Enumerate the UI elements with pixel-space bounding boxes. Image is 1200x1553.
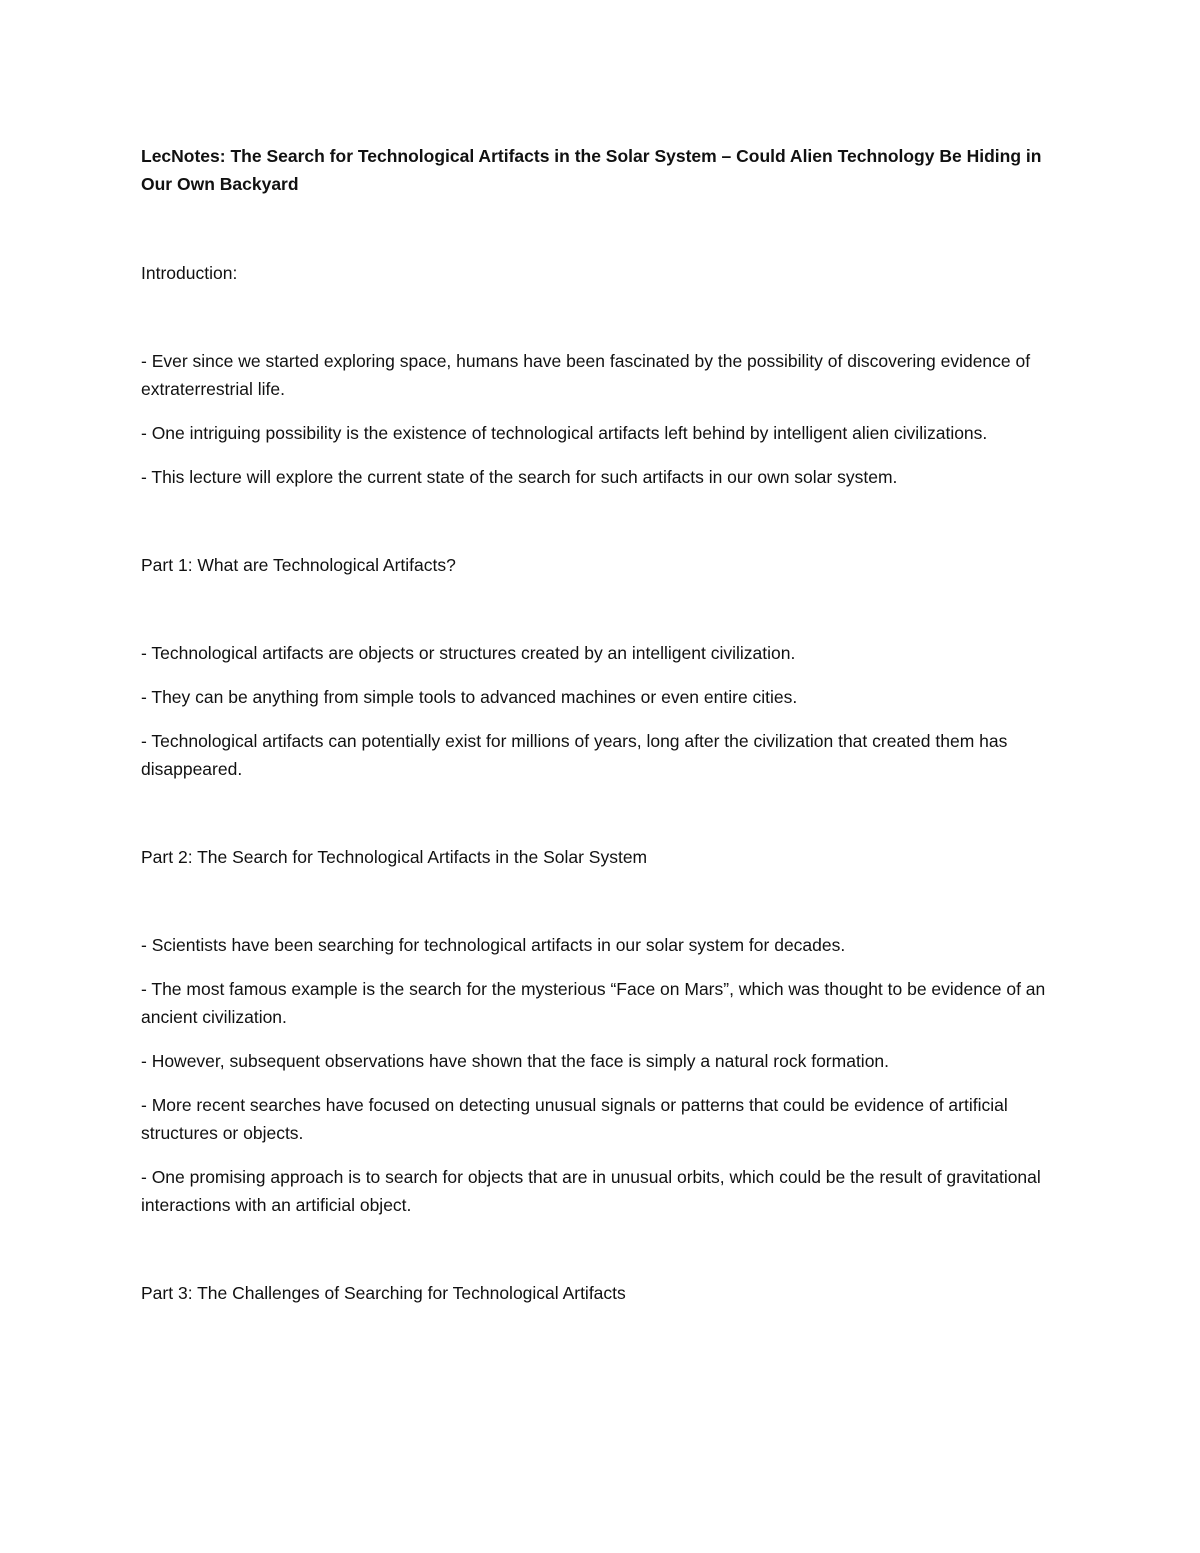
document-body [141,142,1061,1307]
introduction-bullet: - One intriguing possibility is the existence of technological artifacts left behind by intelligent alien civilizations. [141,423,988,443]
part2-bullet: - However, subsequent observations have shown that the face is simply a natural rock formation. [141,1051,890,1071]
part3-heading: Part 3: The Challenges of Searching for Technological Artifacts [141,1283,626,1303]
part1-bullet: - Technological artifacts can potentially exist for millions of years, long after the civilization that created them has disappeared. [141,731,1008,779]
introduction-bullet: - Ever since we started exploring space, humans have been fascinated by the possibility of discovering evidence of extraterrestrial life. [141,351,1031,399]
part1-bullet: - They can be anything from simple tools to advanced machines or even entire cities. [141,687,798,707]
part1-heading: Part 1: What are Technological Artifacts? [141,555,456,575]
part2-heading: Part 2: The Search for Technological Artifacts in the Solar System [141,847,648,867]
part2-bullet: - One promising approach is to search for objects that are in unusual orbits, which could be the result of gravitational interactions with an artificial object. [141,1167,1041,1215]
part2-bullet: - More recent searches have focused on detecting unusual signals or patterns that could be evidence of artificial structures or objects. [141,1095,1008,1143]
document-title: LecNotes: The Search for Technological Artifacts in the Solar System – Could Alien Technology Be Hiding in Our Own Backyard [141,146,1042,194]
part2-bullet-list [141,931,1061,1219]
part1-bullet-list [141,639,1061,783]
introduction-bullet-list [141,347,1061,491]
introduction-bullet: - This lecture will explore the current state of the search for such artifacts in our own solar system. [141,467,898,487]
introduction-heading: Introduction: [141,263,238,283]
part2-bullet: - The most famous example is the search for the mysterious “Face on Mars”, which was thought to be evidence of an ancient civilization. [141,979,1046,1027]
part1-bullet: - Technological artifacts are objects or structures created by an intelligent civilization. [141,643,796,663]
part2-bullet: - Scientists have been searching for technological artifacts in our solar system for decades. [141,935,846,955]
